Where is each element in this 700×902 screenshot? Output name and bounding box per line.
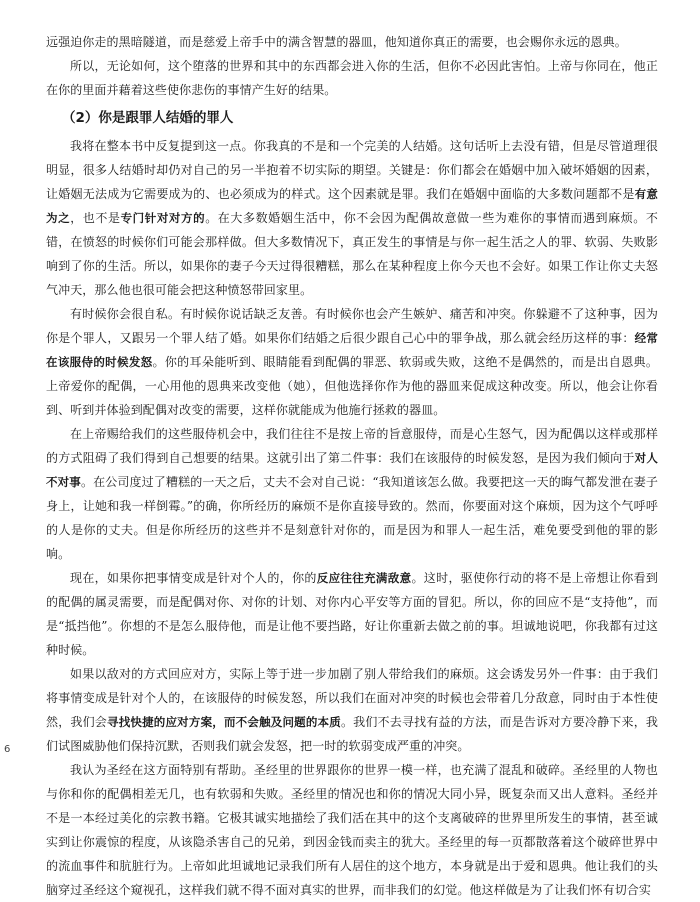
text-run: 有时候你会很自私。有时候你说话缺乏友善。有时候你也会产生嫉妒、痛苦和冲突。你躲避不了这种事，因为你是个罪人，又跟另一个罪人结了婚。如果你们结婚之后很少跟自己心中的罪争战，那么就会经历这样的事： <box>46 307 658 345</box>
text-run: ，也不是 <box>70 211 121 225</box>
text-run: 在上帝赐给我们的这些服侍机会中，我们往往不是按上帝的旨意服侍，而是心生怒气，因为配偶以这样或那样的方式阻碍了我们得到自己想要的结果。这就引出了第二件事：我们在该服侍的时候发怒，是因为我们倾向于 <box>46 427 658 465</box>
body-paragraph <box>46 422 658 566</box>
body-paragraph <box>46 662 658 758</box>
text-run: 现在，如果你把事情变成是针对个人的，你的 <box>70 571 317 585</box>
emphasis-text: 对人不对事 <box>46 451 658 489</box>
body-paragraph <box>46 302 658 422</box>
text-run: 远强迫你走的黑暗隧道，而是慈爱上帝手中的满含智慧的器皿，他知道你真正的需要，也会赐你永远的恩典。 <box>46 35 627 49</box>
emphasis-text: 寻找快捷的应对方案，而不会触及问题的本质 <box>107 715 341 729</box>
text-run: 如果以敌对的方式回应对方，实际上等于进一步加剧了别人带给我们的麻烦。这会诱发另外一件事：由于我们将事情变成是针对个人的，在该服侍的时候发怒，所以我们在面对冲突的时候也会带着几分敌意，同时由于本性使然，我们会 <box>46 667 658 729</box>
text-run: 。我们不去寻找有益的方法，而是告诉对方要冷静下来，我们试图威胁他们保持沉默，否则我们就会发怒，把一时的软弱变成严重的冲突。 <box>46 715 658 753</box>
text-run: 。这时，驱使你行动的将不是上帝想让你看到的配偶的属灵需要，而是配偶对你、对你的计划、对你内心平安等方面的冒犯。所以，你的回应不是“支持他”，而是“抵挡他”。你想的不是怎么服侍他，而是让他不要挡路，好让你重新去做之前的事。坦诚地说吧，你我都有过这种时候。 <box>46 571 658 657</box>
emphasis-text: 有意为之 <box>46 187 658 225</box>
body-paragraph <box>46 134 658 302</box>
emphasis-text: 专门针对对方的 <box>120 211 206 225</box>
text-run: 。在大多数婚姻生活中，你不会因为配偶故意做一些为难你的事情而遇到麻烦。不错，在愤怒的时候你们可能会那样做。但大多数情况下，真正发生的事情是与你一起生活之人的罪、软弱、失败影响到了你的生活。所以，如果你的妻子今天过得很糟糕，那么在某种程度上你今天也不会好。如果工作让你丈夫怒气冲天，那么他也很可能会把这种愤怒带回家里。 <box>46 211 658 297</box>
text-run: 。你的耳朵能听到、眼睛能看到配偶的罪恶、软弱或失败，这绝不是偶然的，而是出自恩典。上帝爱你的配偶，一心用他的恩典来改变他（她），但他选择你作为他的器皿来促成这种改变。所以，他会让你看到、听到并体验到配偶对改变的需要，这样你就能成为他施行拯救的器皿。 <box>46 355 658 417</box>
emphasis-text: 反应往往充满敌意 <box>316 571 412 585</box>
page-number: 6 <box>4 744 11 755</box>
text-run: 我认为圣经在这方面特别有帮助。圣经里的世界跟你的世界一模一样，也充满了混乱和破碎。圣经里的人物也与你和你的配偶相差无几，也有软弱和失败。圣经里的情况也和你的情况大同小异，既复杂而又出人意料。圣经并不是一本经过美化的宗教书籍。它极其诚实地描绘了我们活在其中的这个支离破碎的世界里所发生的事情，甚至诚实到让你震惊的程度，从该隐杀害自己的兄弟，到因金钱而卖主的犹大。圣经里的每一页都散落着这个破碎世界中的流血事件和肮脏行为。上帝如此坦诚地记录我们所有人居住的这个地方，本身就是出于爱和恩典。他让我们的头脑穿过圣经这个窥视孔，这样我们就不得不面对真实的世界，而非我们的幻觉。他这样做是为了让我们怀有切合实 <box>46 763 658 897</box>
text-run: 。在公司度过了糟糕的一天之后，丈夫不会对自己说：“我知道该怎么做。我要把这一天的晦气都发泄在妻子身上，让她和我一样倒霉。”的确，你所经历的麻烦不是你直接导致的。然而，你要面对这个麻烦，因为这个气呼呼的人是你的丈夫。但是你所经历的这些并不是刻意针对你的，而是因为和罪人一起生活，难免要受到他的罪的影响。 <box>46 475 658 561</box>
section-heading: （2）你是跟罪人结婚的罪人 <box>62 110 234 126</box>
body-paragraph <box>46 54 658 102</box>
text-run: 我将在整本书中反复提到这一点。你我真的不是和一个完美的人结婚。这句话听上去没有错，但是尽管道理很明显，很多人结婚时却仍对自己的另一半抱着不切实际的期望。关键是：你们都会在婚姻中加入破坏婚姻的因素，让婚姻无法成为它需要成为的、也必须成为的样式。这个因素就是罪。我们在婚姻中面临的大多数问题都不是 <box>46 139 658 201</box>
emphasis-text: 经常在该服侍的时候发怒 <box>46 331 658 369</box>
body-paragraph <box>46 758 658 902</box>
document-page <box>46 30 658 902</box>
body-paragraph <box>46 30 658 54</box>
text-run: 所以，无论如何，这个堕落的世界和其中的东西都会进入你的生活，但你不必因此害怕。上帝与你同在，他正在你的里面并藉着这些使你悲伤的事情产生好的结果。 <box>46 59 658 97</box>
body-paragraph <box>46 566 658 662</box>
